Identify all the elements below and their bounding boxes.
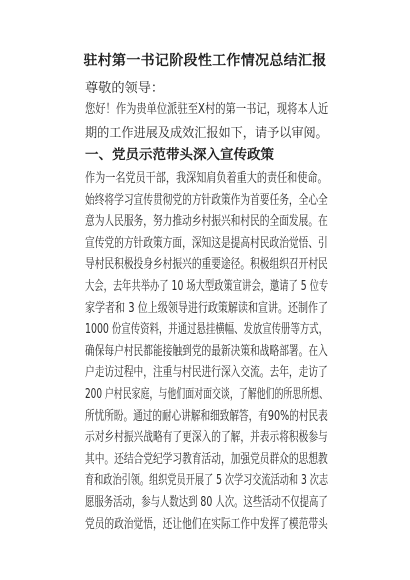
section-heading: 一、党员示范带头深入宣传政策 [85,147,274,163]
body-line: 确保每户村民都能接触到党的最新决策和战略部署。在入 [85,343,328,359]
body-line: 愿服务活动，参与人数达到 80 人次。这些活动不仅提高了 [85,495,328,510]
intro-line-1: 您好！作为贵单位派驻至X村的第一书记，现将本人近 [85,102,329,117]
body-line: 200 户村民家庭，与他们面对面交谈，了解他们的所思所想、 [85,387,329,402]
body-line: 大会，去年共举办了 10 场大型政策宣讲会，邀请了 5 位专 [85,279,329,294]
body-line: 育和政治引领。组织党员开展了 5 次学习交流活动和 3 次志 [85,473,329,489]
document-title: 驻村第一书记阶段性工作情况总结汇报 [83,53,327,69]
body-line: 户走访过程中，注重与村民进行深入交流。去年，走访了 [85,365,328,381]
body-line: 示对乡村振兴战略有了更深入的了解，并表示将积极参与 [85,430,328,446]
body-line: 意为人民服务，努力推动乡村振兴和村民的全面发展。在 [85,214,328,230]
intro-line-2: 期的工作进展及成效汇报如下，请予以审阅。 [85,126,328,141]
body-line: 宣传党的方针政策方面，深知这是提高村民政治觉悟、引 [85,235,328,251]
body-line: 党员的政治觉悟，还让他们在实际工作中发挥了模范带头 [85,516,328,532]
body-line: 其中。还结合党纪学习教育活动，加强党员群众的思想教 [85,451,328,467]
body-line: 所忧所盼。通过的耐心讲解和细致解答，有90%的村民表 [85,408,328,424]
body-line: 作为一名党员干部，我深知肩负着重大的责任和使命。 [85,171,328,186]
body-line: 1000 份宣传资料，并通过悬挂横幅、发放宣传册等方式， [85,322,329,338]
salutation: 尊敬的领导： [85,81,165,96]
body-line: 家学者和 3 位上级领导进行政策解读和宣讲。还制作了 [85,300,329,316]
body-line: 导村民积极投身乡村振兴的重要途径。积极组织召开村民 [85,257,328,273]
body-line: 始终将学习宣传贯彻党的方针政策作为首要任务，全心全 [85,192,328,208]
